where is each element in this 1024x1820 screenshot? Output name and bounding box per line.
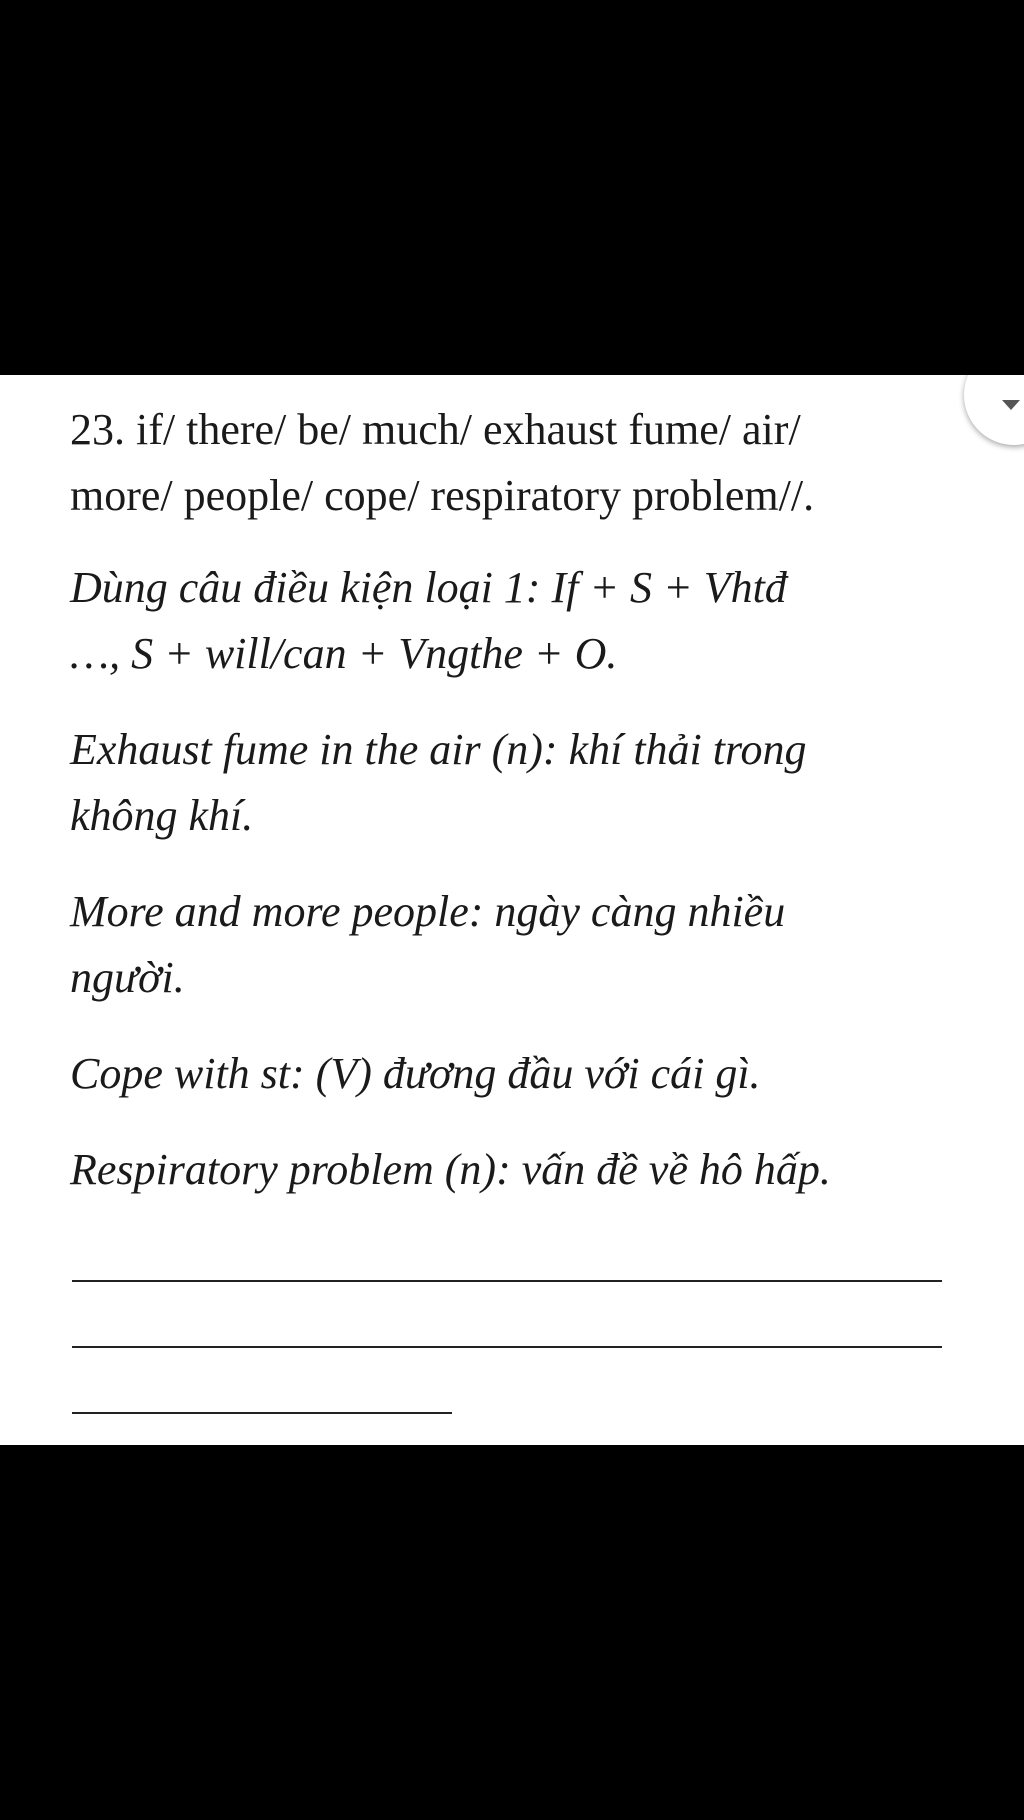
answer-blank-lines <box>72 1280 942 1445</box>
question-line-1: 23. if/ there/ be/ much/ exhaust fume/ air/ <box>70 405 801 454</box>
note-vocab-respiratory <box>70 1137 970 1203</box>
note-vocab-exhaust <box>70 717 970 849</box>
note-line: người. <box>70 953 185 1002</box>
note-line: Dùng câu điều kiện loại 1: If + S + Vhtđ <box>70 563 787 612</box>
chevron-down-icon <box>1002 400 1020 410</box>
top-black-area <box>0 0 1024 375</box>
note-vocab-cope <box>70 1041 970 1107</box>
exercise-content <box>70 397 970 1233</box>
scroll-handle[interactable] <box>964 375 1024 445</box>
note-line: không khí. <box>70 791 254 840</box>
answer-line <box>72 1280 942 1282</box>
document-page <box>0 375 1024 1445</box>
question-text <box>70 397 970 529</box>
answer-line <box>72 1412 452 1414</box>
note-vocab-people <box>70 879 970 1011</box>
note-line: Respiratory problem (n): vấn đề về hô hấp. <box>70 1145 831 1194</box>
note-grammar <box>70 555 970 687</box>
answer-line <box>72 1346 942 1348</box>
note-line: Exhaust fume in the air (n): khí thải trong <box>70 725 807 774</box>
note-line: …, S + will/can + Vngthe + O. <box>70 629 618 678</box>
note-line: Cope with st: (V) đương đầu với cái gì. <box>70 1049 761 1098</box>
question-line-2: more/ people/ cope/ respiratory problem//. <box>70 471 815 520</box>
bottom-black-area <box>0 1445 1024 1820</box>
note-line: More and more people: ngày càng nhiều <box>70 887 786 936</box>
